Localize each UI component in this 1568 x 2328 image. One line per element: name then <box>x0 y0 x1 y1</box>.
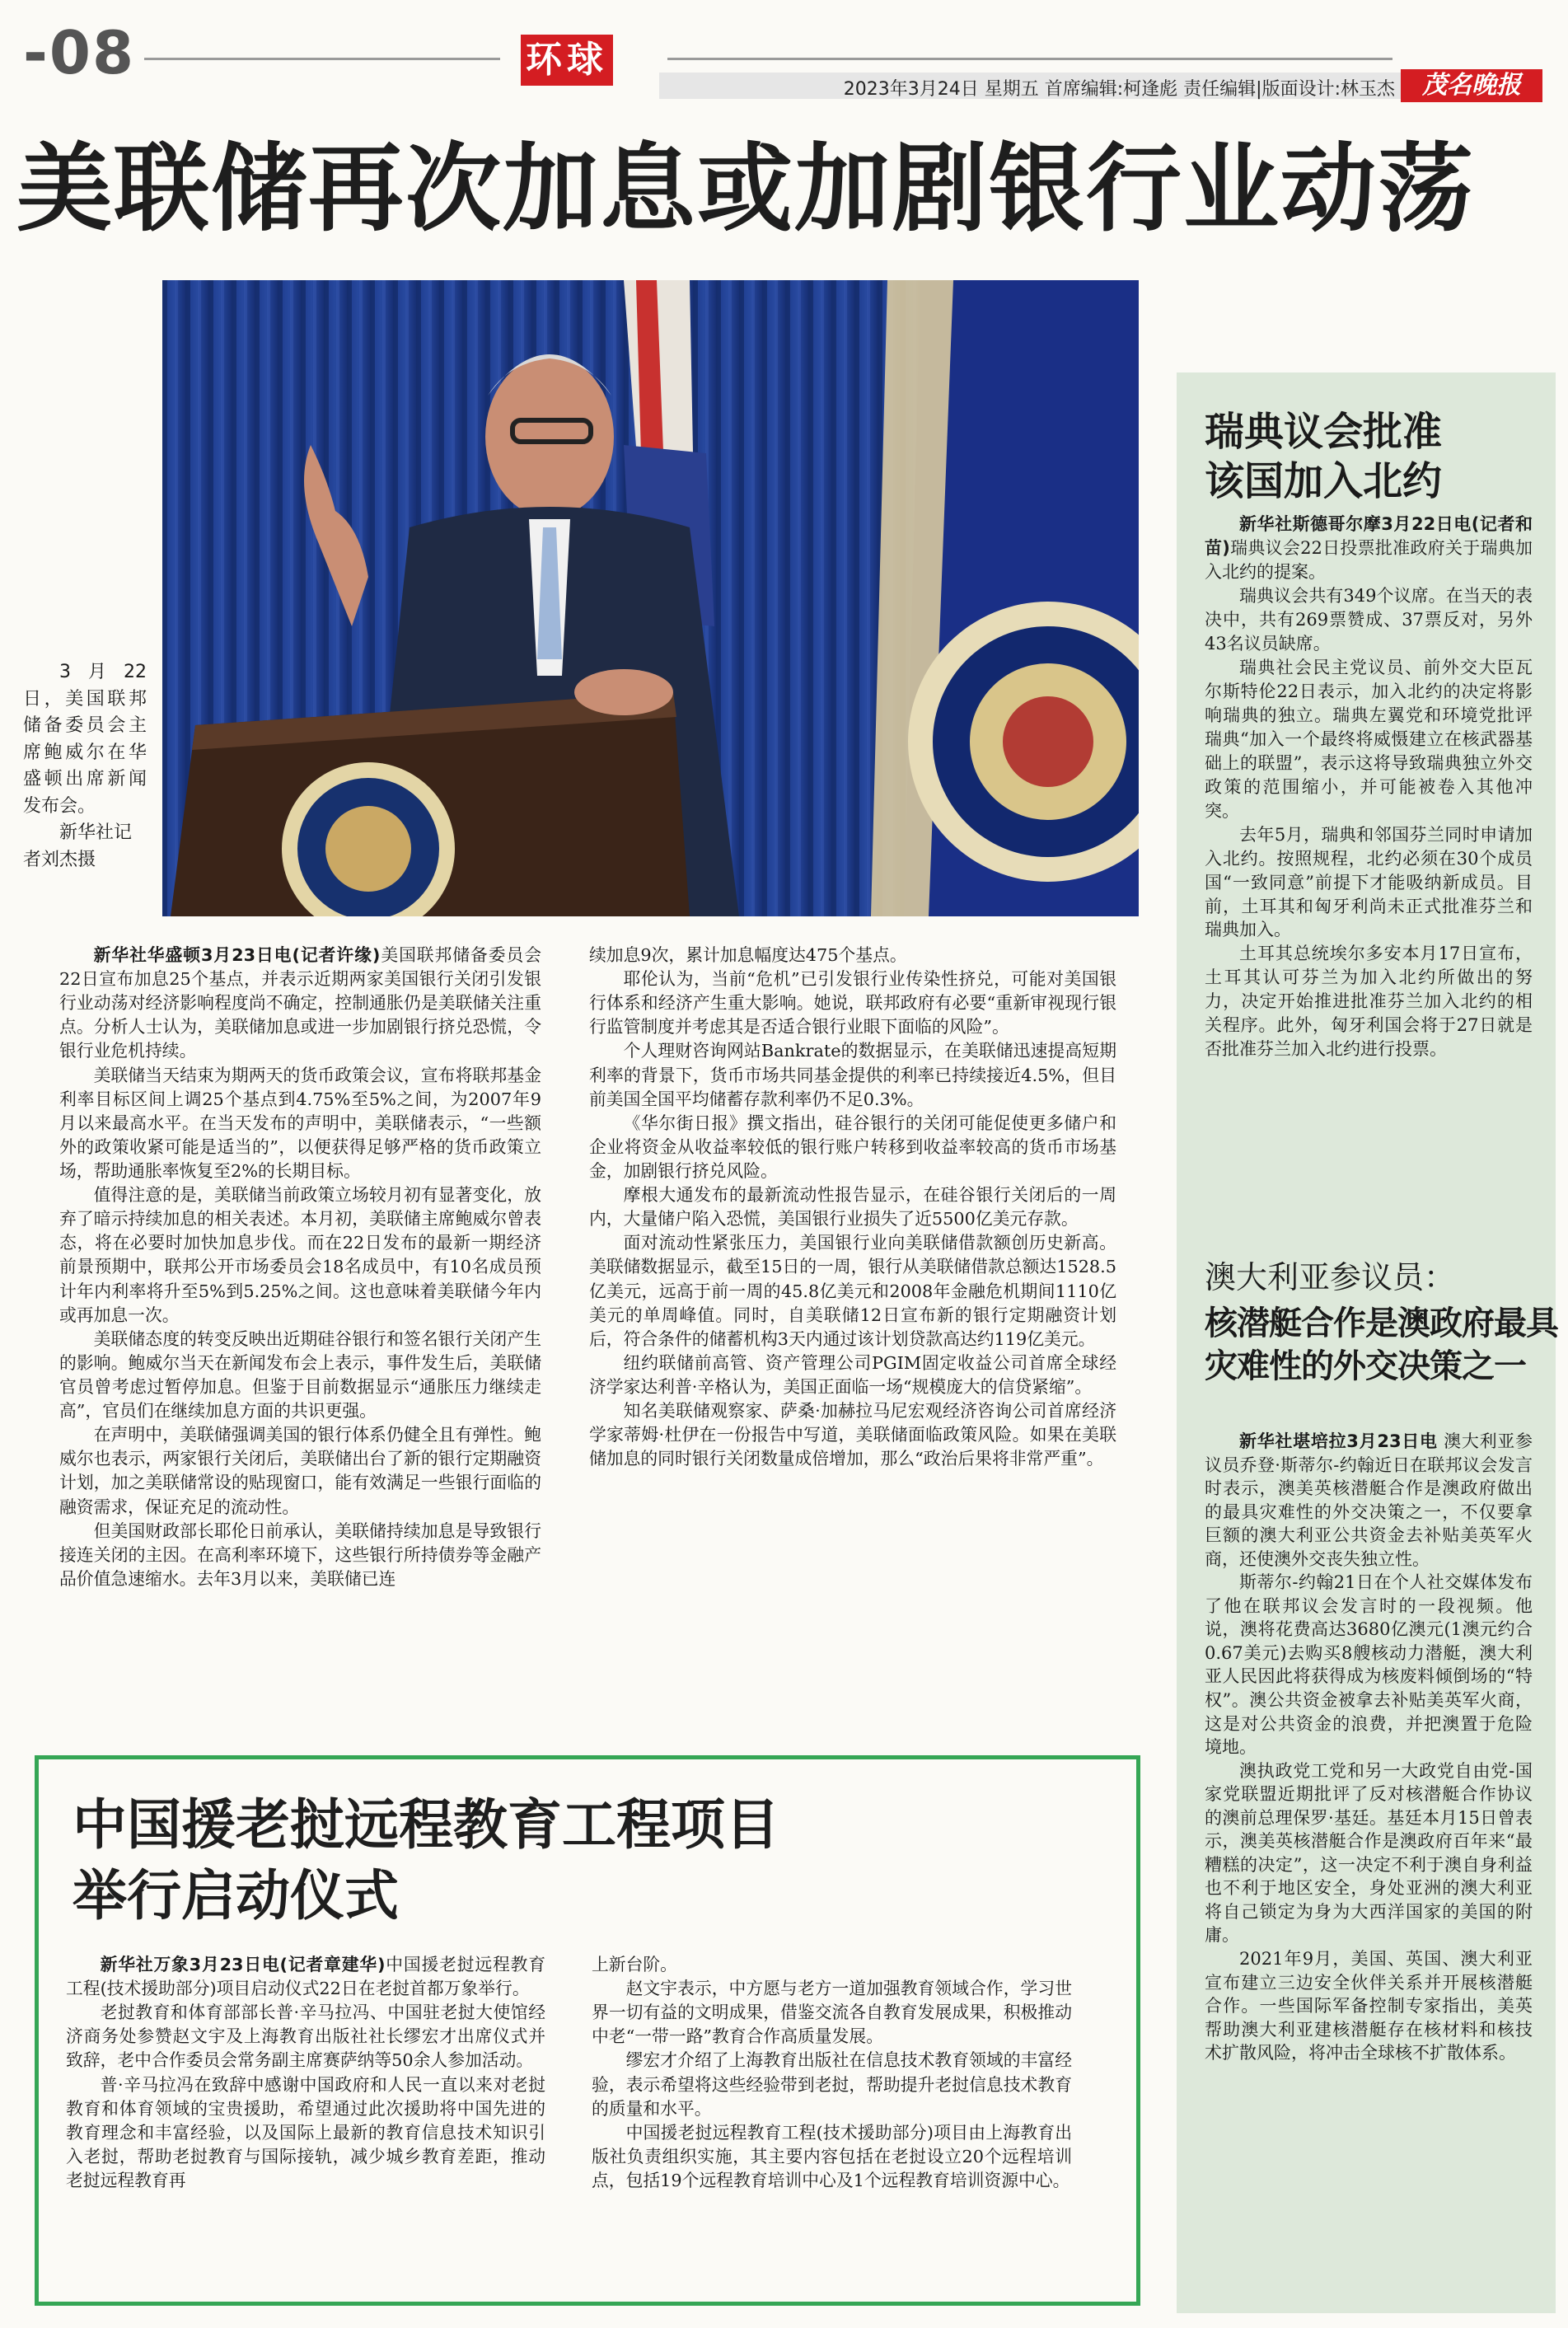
article-lead: 新华社斯德哥尔摩3月22日电(记者和苗) <box>1205 514 1533 558</box>
article-paragraph: 新华社华盛顿3月23日电(记者许缘)美国联邦储备委员会22日宣布加息25个基点，并表示近期两家美国银行关闭引发银行业动荡对经济影响程度尚不确定，控制通胀仍是美联储关注重点。分析人士认为，美联储加息或进一步加剧银行挤兑恐慌，令银行业危机持续。 <box>59 945 542 1061</box>
article-paragraph: 普·辛马拉冯在致辞中感谢中国政府和人民一直以来对老挝教育和体育领域的宝贵援助，希望通过此次援助将中国先进的教育理念和丰富经验，以及国际上最新的教育信息技术知识引入老挝，帮助老挝教育与国际接轨，减少城乡教育差距，推动老挝远程教育再 <box>66 2074 545 2190</box>
article-paragraph: 美联储当天结束为期两天的货币政策会议，宣布将联邦基金利率目标区间上调25个基点到4.75%至5%之间，为2007年9月以来最高水平。在当天发布的声明中，美联储表示，“一些额外的政策收紧可能是适当的”，以便获得足够严格的货币政策立场，帮助通胀率恢复至2%的长期目标。 <box>59 1065 541 1181</box>
article-paragraph: 澳执政党工党和另一大政党自由党-国家党联盟近期批评了反对核潜艇合作协议的澳前总理保罗·基廷。基廷本月15日曾表示，澳美英核潜艇合作是澳政府百年来“最糟糕的决定”，这一决定不利于澳自身利益也不利于地区安全，身处亚洲的澳大利亚将自己锁定为身为大西洋国家的美国的附庸。 <box>1205 1760 1533 1946</box>
article-paragraph: 瑞典社会民主党议员、前外交大臣瓦尔斯特伦22日表示，加入北约的决定将影响瑞典的独立。瑞典左翼党和环境党批评瑞典“加入一个最终将威慑建立在核武器基础上的联盟”，表示这将导致瑞典独立外交政策的范围缩小，并可能被卷入其他冲突。 <box>1205 657 1533 821</box>
main-headline: 美联储再次加息或加剧银行业动荡 <box>16 133 1475 245</box>
article-paragraph: 斯蒂尔-约翰21日在个人社交媒体发布了他在联邦议会发言时的一段视频。他说，澳将花费高达3680亿澳元(1澳元约合0.67美元)去购买8艘核动力潜艇，澳大利亚人民因此将获得成为核废料倾倒场的“特权”。澳公共资金被拿去补贴美英军火商，这是对公共资金的浪费，并把澳置于危险境地。 <box>1205 1572 1533 1758</box>
article-paragraph: 《华尔街日报》撰文指出，硅谷银行的关闭可能促使更多储户和企业将资金从收益率较低的银行账户转移到收益率较高的货币市场基金，加剧银行挤兑风险。 <box>589 1112 1116 1181</box>
laos-headline: 中国援老挝远程教育工程项目 举行启动仪式 <box>73 1793 779 1928</box>
article-paragraph: 知名美联储观察家、萨桑·加赫拉马尼宏观经济咨询公司首席经济学家蒂姆·杜伊在一份报告中写道，美联储面临政策风险。如果在美联储加息的同时银行关闭数量成倍增加，那么“政治后果将非常严重”。 <box>589 1401 1116 1469</box>
article-paragraph: 纽约联储前高管、资产管理公司PGIM固定收益公司首席全球经济学家达利普·辛格认为，美国正面临一场“规模庞大的信贷紧缩”。 <box>589 1352 1116 1397</box>
article-lead: 新华社华盛顿3月23日电(记者许缘) <box>93 945 381 965</box>
article-paragraph: 面对流动性紧张压力，美国银行业向美联储借款额创历史新高。美联储数据显示，截至15日的一周，银行从美联储借款总额达1528.5亿美元，远高于前一周的45.8亿美元和2008年金融危机期间1110亿美元的单周峰值。同时，自美联储12日宣布新的银行定期融资计划后，符合条件的储蓄机构3天内通过该计划贷款高达约119亿美元。 <box>589 1233 1116 1349</box>
article-paragraph: 上新台阶。 <box>592 1955 677 1974</box>
header-rule-left <box>144 58 500 60</box>
australia-article <box>1205 1430 1533 2065</box>
article-paragraph: 瑞典议会共有349个议席。在当天的表决中，共有269票赞成、37票反对，另外43名议员缺席。 <box>1205 585 1533 653</box>
article-paragraph: 去年5月，瑞典和邻国芬兰同时申请加入北约。按照规程，北约必须在30个成员国“一致同意”前提下才能吸纳新成员。目前，土耳其和匈牙利尚未正式批准芬兰和瑞典加入。 <box>1205 824 1533 940</box>
photo-caption <box>23 659 147 874</box>
article-paragraph: 土耳其总统埃尔多安本月17日宣布，土耳其认可芬兰为加入北约所做出的努力，决定开始推进批准芬兰加入北约的相关程序。此外，匈牙利国会将于27日就是否批准芬兰加入北约进行投票。 <box>1205 944 1533 1060</box>
section-tag: 环球 <box>521 35 613 86</box>
article-paragraph: 个人理财咨询网站Bankrate的数据显示，在美联储迅速提高短期利率的背景下，货币市场共同基金提供的利率已持续接近4.5%，但目前美国全国平均储蓄存款利率仍不足0.3%。 <box>589 1041 1116 1109</box>
sweden-article <box>1205 513 1533 1061</box>
laos-article-column-1 <box>66 1953 545 2193</box>
australia-headline: 核潜艇合作是澳政府最具 灾难性的外交决策之一 <box>1205 1305 1558 1385</box>
dateline: 2023年3月24日 星期五 首席编辑:柯逢彪 责任编辑|版面设计:林玉杰 <box>843 79 1395 100</box>
article-paragraph: 老挝教育和体育部部长普·辛马拉冯、中国驻老挝大使馆经济商务处参赞赵文宇及上海教育出版社社长缪宏才出席仪式并致辞，老中合作委员会常务副主席赛萨纳等50余人参加活动。 <box>66 2002 545 2071</box>
article-paragraph: 但美国财政部长耶伦日前承认，美联储持续加息是导致银行接连关闭的主因。在高利率环境下，这些银行所持债券等金融产品价值急速缩水。去年3月以来，美联储已连 <box>59 1520 541 1589</box>
article-lead: 新华社堪培拉3月23日电 <box>1239 1431 1438 1451</box>
page-number: -08 <box>23 18 136 87</box>
photo-illustration <box>162 280 1139 916</box>
header-rule-right <box>667 58 1392 60</box>
article-paragraph: 新华社斯德哥尔摩3月22日电(记者和苗)瑞典议会22日投票批准政府关于瑞典加入北约的提案。 <box>1205 514 1533 582</box>
article-paragraph: 新华社堪培拉3月23日电 澳大利亚参议员乔登·斯蒂尔-约翰近日在联邦议会发言时表示，澳美英核潜艇合作是澳政府做出的最具灾难性的外交决策之一，不仅要拿巨额的澳大利亚公共资金去补贴美英军火商，还使澳外交丧失独立性。 <box>1205 1431 1533 1569</box>
main-article-column-2 <box>589 944 1116 1471</box>
laos-article-column-2 <box>592 1953 1072 2193</box>
article-paragraph: 在声明中，美联储强调美国的银行体系仍健全且有弹性。鲍威尔也表示，两家银行关闭后，美联储出台了新的银行定期融资计划，加之美联储常设的贴现窗口，能有效满足一些银行面临的融资需求，保证充足的流动性。 <box>59 1425 541 1517</box>
article-paragraph: 2021年9月，美国、英国、澳大利亚宣布建立三边安全伙伴关系并开展核潜艇合作。一些国际军备控制专家指出，美英帮助澳大利亚建核潜艇存在核材料和核技术扩散风险，将冲击全球核不扩散体系。 <box>1205 1949 1533 2063</box>
caption-credit: 新华社记者刘杰摄 <box>23 822 133 870</box>
article-paragraph: 摩根大通发布的最新流动性报告显示，在硅谷银行关闭后的一周内，大量储户陷入恐慌，美国银行业损失了近5500亿美元存款。 <box>589 1185 1116 1230</box>
article-paragraph: 新华社万象3月23日电(记者章建华)中国援老挝远程教育工程(技术援助部分)项目启动仪式22日在老挝首都万象举行。 <box>66 1955 546 1999</box>
main-article-column-1 <box>59 944 541 1591</box>
caption-text: 3月22日，美国联邦储备委员会主席鲍威尔在华盛顿出席新闻发布会。 <box>23 662 147 817</box>
article-paragraph: 续加息9次，累计加息幅度达475个基点。 <box>589 945 907 965</box>
article-lead: 新华社万象3月23日电(记者章建华) <box>100 1955 386 1974</box>
press-conference-photo <box>162 280 1139 916</box>
article-paragraph: 赵文宇表示，中方愿与老方一道加强教育领域合作，学习世界一切有益的文明成果，借鉴交流各自教育发展成果，积极推动中老“一带一路”教育合作高质量发展。 <box>592 1979 1072 2047</box>
australia-kicker: 澳大利亚参议员： <box>1205 1259 1456 1295</box>
article-paragraph: 值得注意的是，美联储当前政策立场较月初有显著变化，放弃了暗示持续加息的相关表述。本月初，美联储主席鲍威尔曾表态，将在必要时加快加息步伐。而在22日发布的最新一期经济前景预期中，联邦公开市场委员会18名成员中，有10名成员预计年内利率将升至5%到5.25%之间。这也意味着美联储今年内或再加息一次。 <box>59 1185 541 1325</box>
article-paragraph: 缪宏才介绍了上海教育出版社在信息技术教育领域的丰富经验，表示希望将这些经验带到老挝，帮助提升老挝信息技术教育的质量和水平。 <box>592 2050 1072 2119</box>
newspaper-logo: 茂名晚报 <box>1401 69 1542 102</box>
article-paragraph: 耶伦认为，当前“危机”已引发银行业传染性挤兑，可能对美国银行体系和经济产生重大影响。她说，联邦政府有必要“重新审视现行银行监管制度并考虑其是否适合银行业眼下面临的风险”。 <box>589 969 1116 1038</box>
article-paragraph: 中国援老挝远程教育工程(技术援助部分)项目由上海教育出版社负责组织实施，其主要内容包括在老挝设立20个远程培训点，包括19个远程教育培训中心及1个远程教育培训资源中心。 <box>592 2122 1072 2190</box>
article-paragraph: 美联储态度的转变反映出近期硅谷银行和签名银行关闭产生的影响。鲍威尔当天在新闻发布会上表示，事件发生后，美联储官员曾考虑过暂停加息。但鉴于目前数据显示“通胀压力继续走高”，官员们在继续加息方面的共识更强。 <box>59 1328 541 1422</box>
sweden-headline: 瑞典议会批准 该国加入北约 <box>1205 409 1443 505</box>
